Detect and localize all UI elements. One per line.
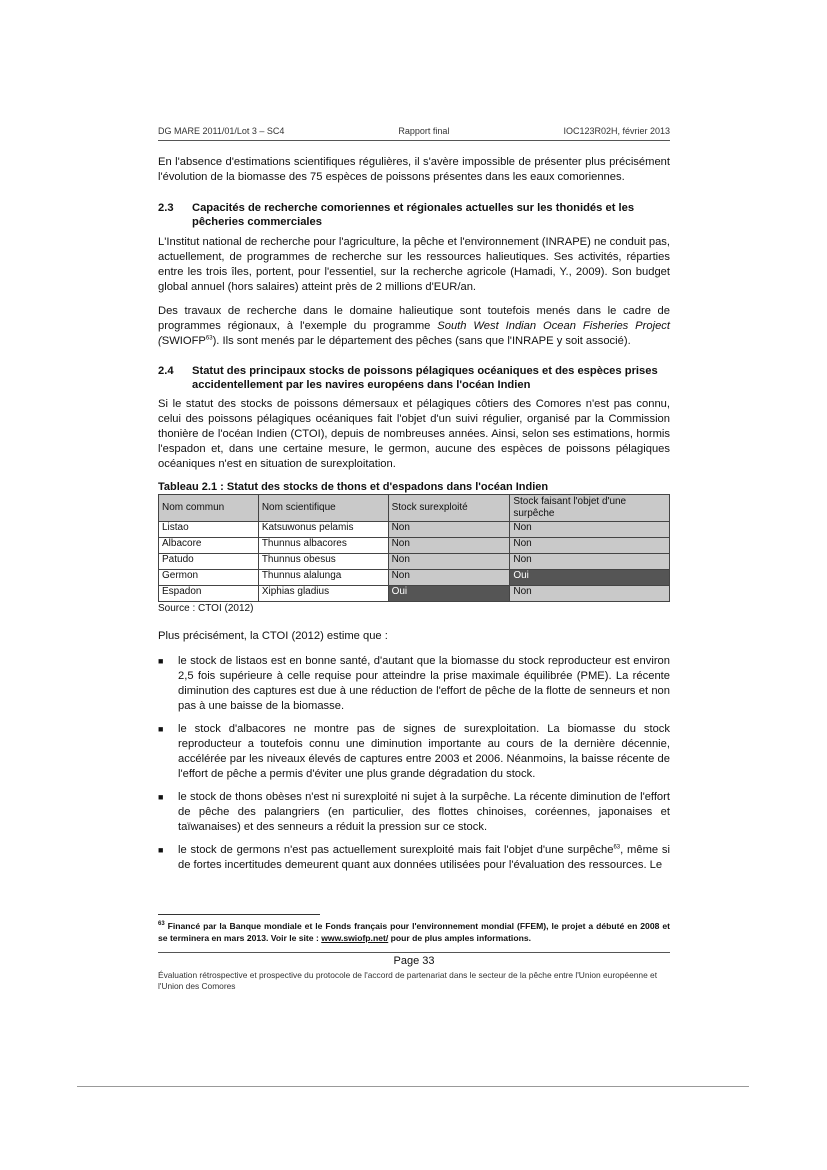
stock-status-table-block: [158, 481, 670, 615]
cell-overfishing: Non: [510, 586, 670, 602]
list-item: [158, 790, 670, 835]
cell-scientific-name: Thunnus albacores: [258, 538, 388, 554]
footnote-separator: [158, 914, 320, 915]
ctoi-intro: Plus précisément, la CTOI (2012) estime que :: [158, 630, 388, 642]
bullet-text: le stock d'albacores ne montre pas de signes de surexploitation. La biomasse du stock reproducteur a toutefois connu une diminution importante au cours de la dernière décennie, accélérée par les niveaux élevés de captures entre 2003 et 2006. Néanmoins, la baisse récente de l'effort de pêche a permis d'éviter une plus grande dégradation du stock.: [178, 723, 670, 780]
bullet-icon: ■: [158, 792, 164, 802]
header-center: Rapport final: [398, 126, 450, 136]
table-row: [159, 586, 670, 602]
stock-status-table: [158, 494, 670, 602]
ctoi-bullet-list: [158, 654, 670, 873]
cell-overexploited: Oui: [388, 586, 510, 602]
page-number: Page 33: [393, 955, 435, 967]
cell-overexploited: Non: [388, 554, 510, 570]
cell-common-name: Patudo: [159, 554, 259, 570]
intro-paragraph: En l'absence d'estimations scientifiques régulières, il s'avère impossible de présenter plus précisément l'évolution de la biomasse des 75 espèces de poissons présentes dans les eaux comoriennes.: [158, 156, 670, 183]
section-number: 2.3: [158, 202, 174, 214]
cell-overfishing: Non: [510, 522, 670, 538]
cell-common-name: Listao: [159, 522, 259, 538]
header-right: IOC123R02H, février 2013: [563, 126, 670, 136]
section-number: 2.4: [158, 365, 174, 377]
cell-common-name: Albacore: [159, 538, 259, 554]
p2-start: Des travaux de recherche dans le domaine halieutique sont toutefois menés dans le cadre de programmes régionaux, à l'exemple du programme: [158, 305, 670, 332]
bullet-text: le stock de thons obèses n'est ni surexploité ni sujet à la surpêche. La récente diminution de l'effort de pêche des palangriers (en particulier, des flottes chinoises, coréennes, japonaises et taïwanaises) et des senneurs a réduit la pression sur ce stock.: [178, 791, 670, 833]
list-item: [158, 843, 670, 873]
cell-common-name: Espadon: [159, 586, 259, 602]
section-heading-2-3: [158, 201, 670, 229]
cell-overfishing: Non: [510, 554, 670, 570]
table-row: [159, 554, 670, 570]
p2-acronym: SWIOFP: [161, 335, 206, 347]
bullet-text: [178, 843, 670, 873]
cell-overfishing: Non: [510, 538, 670, 554]
list-item: [158, 722, 670, 782]
cell-scientific-name: Thunnus alalunga: [258, 570, 388, 586]
p2-end: ). Ils sont menés par le département des pêches (sans que l'INRAPE y soit associé).: [212, 335, 631, 347]
footnote-text-end: pour de plus amples informations.: [388, 933, 531, 943]
section-title: Statut des principaux stocks de poissons pélagiques océaniques et des espèces prises accidentellement par les navires européens dans l'océan Indien: [192, 365, 658, 391]
footnote-link[interactable]: www.swiofp.net/: [321, 933, 389, 943]
running-footer: Évaluation rétrospective et prospective du protocole de l'accord de partenariat dans le secteur de la pêche entre l'Union européenne et l'Union des Comores: [158, 970, 658, 991]
cell-overfishing: Oui: [510, 570, 670, 586]
bullet-text: le stock de listaos est en bonne santé, d'autant que la biomasse du stock reproducteur est environ 2,5 fois supérieure à celle requise pour atteindre la prise maximale équilibrée (PME). La récente diminution des captures est due à une réduction de l'effort de pêche de la flotte de senneurs et non pas à une baisse de la biomasse.: [178, 655, 670, 712]
table-row: [159, 522, 670, 538]
footnote: [158, 920, 670, 944]
table-row: [159, 538, 670, 554]
bullet-icon: ■: [158, 724, 164, 734]
footnote-text-start: Financé par la Banque mondiale et le Fonds français pour l'environnement mondial (FFEM), le projet a débuté en 2008 et se terminera en mars 2013. Voir le site :: [158, 921, 670, 943]
bullet-icon: ■: [158, 656, 164, 666]
section-title: Capacités de recherche comoriennes et régionales actuelles sur les thonidés et les pêcheries commerciales: [192, 202, 635, 228]
cell-scientific-name: Thunnus obesus: [258, 554, 388, 570]
section-2-3-paragraph-2: [158, 304, 670, 349]
p2-italic: South West Indian Ocean Fisheries Project (: [158, 320, 670, 347]
section-heading-2-4: [158, 364, 670, 392]
header-left: DG MARE 2011/01/Lot 3 – SC4: [158, 126, 285, 136]
footer-separator: [158, 952, 670, 953]
col-header-overfishing: Stock faisant l'objet d'une surpêche: [510, 495, 670, 522]
table-source: Source : CTOI (2012): [158, 603, 254, 614]
footnote-ref: 63: [613, 844, 621, 851]
cell-common-name: Germon: [159, 570, 259, 586]
bullet-icon: ■: [158, 845, 164, 855]
footnote-number: 63: [158, 921, 165, 928]
cell-overexploited: Non: [388, 538, 510, 554]
cell-scientific-name: Xiphias gladius: [258, 586, 388, 602]
cell-scientific-name: Katsuwonus pelamis: [258, 522, 388, 538]
table-title: Tableau 2.1 : Statut des stocks de thons et d'espadons dans l'océan Indien: [158, 481, 549, 493]
table-header-row: [159, 495, 670, 522]
bullet4-end: , même si de fortes incertitudes demeurent quant aux données utilisées pour l'évaluation des ressources. Le: [178, 844, 670, 871]
bullet4-start: le stock de germons n'est pas actuellement surexploité mais fait l'objet d'une surpêche: [178, 844, 614, 856]
cell-overexploited: Non: [388, 522, 510, 538]
list-item: [158, 654, 670, 714]
col-header-overexploited: Stock surexploité: [388, 495, 510, 522]
table-row: [159, 570, 670, 586]
section-2-3-paragraph-1: L'Institut national de recherche pour l'agriculture, la pêche et l'environnement (INRAPE) ne conduit pas, actuellement, de programmes de recherche sur les ressources halieutiques. Ses activités, réparties entre les trois îles, portent, pour l'essentiel, sur la recherche agricole (Hamadi, Y., 2009). Son budget global annuel (hors salaires) atteint près de 2 millions d'EUR/an.: [158, 236, 670, 293]
section-2-4-paragraph-1: Si le statut des stocks de poissons démersaux et pélagiques côtiers des Comores n'est pas connu, celui des poissons pélagiques océaniques fait l'objet d'un suivi régulier, organisé par la Commission thonière de l'océan Indien (CTOI), depuis de nombreuses années. Ainsi, selon ses estimations, hormis l'espadon et, dans une certaine mesure, le germon, aucune des espèces de poissons pélagiques océaniques n'est en situation de surexploitation.: [158, 398, 670, 470]
footnote-ref: 63: [205, 335, 213, 342]
cell-overexploited: Non: [388, 570, 510, 586]
col-header-scientific-name: Nom scientifique: [258, 495, 388, 522]
running-header: [158, 126, 670, 141]
viewer-divider: [77, 1086, 749, 1087]
col-header-common-name: Nom commun: [159, 495, 259, 522]
